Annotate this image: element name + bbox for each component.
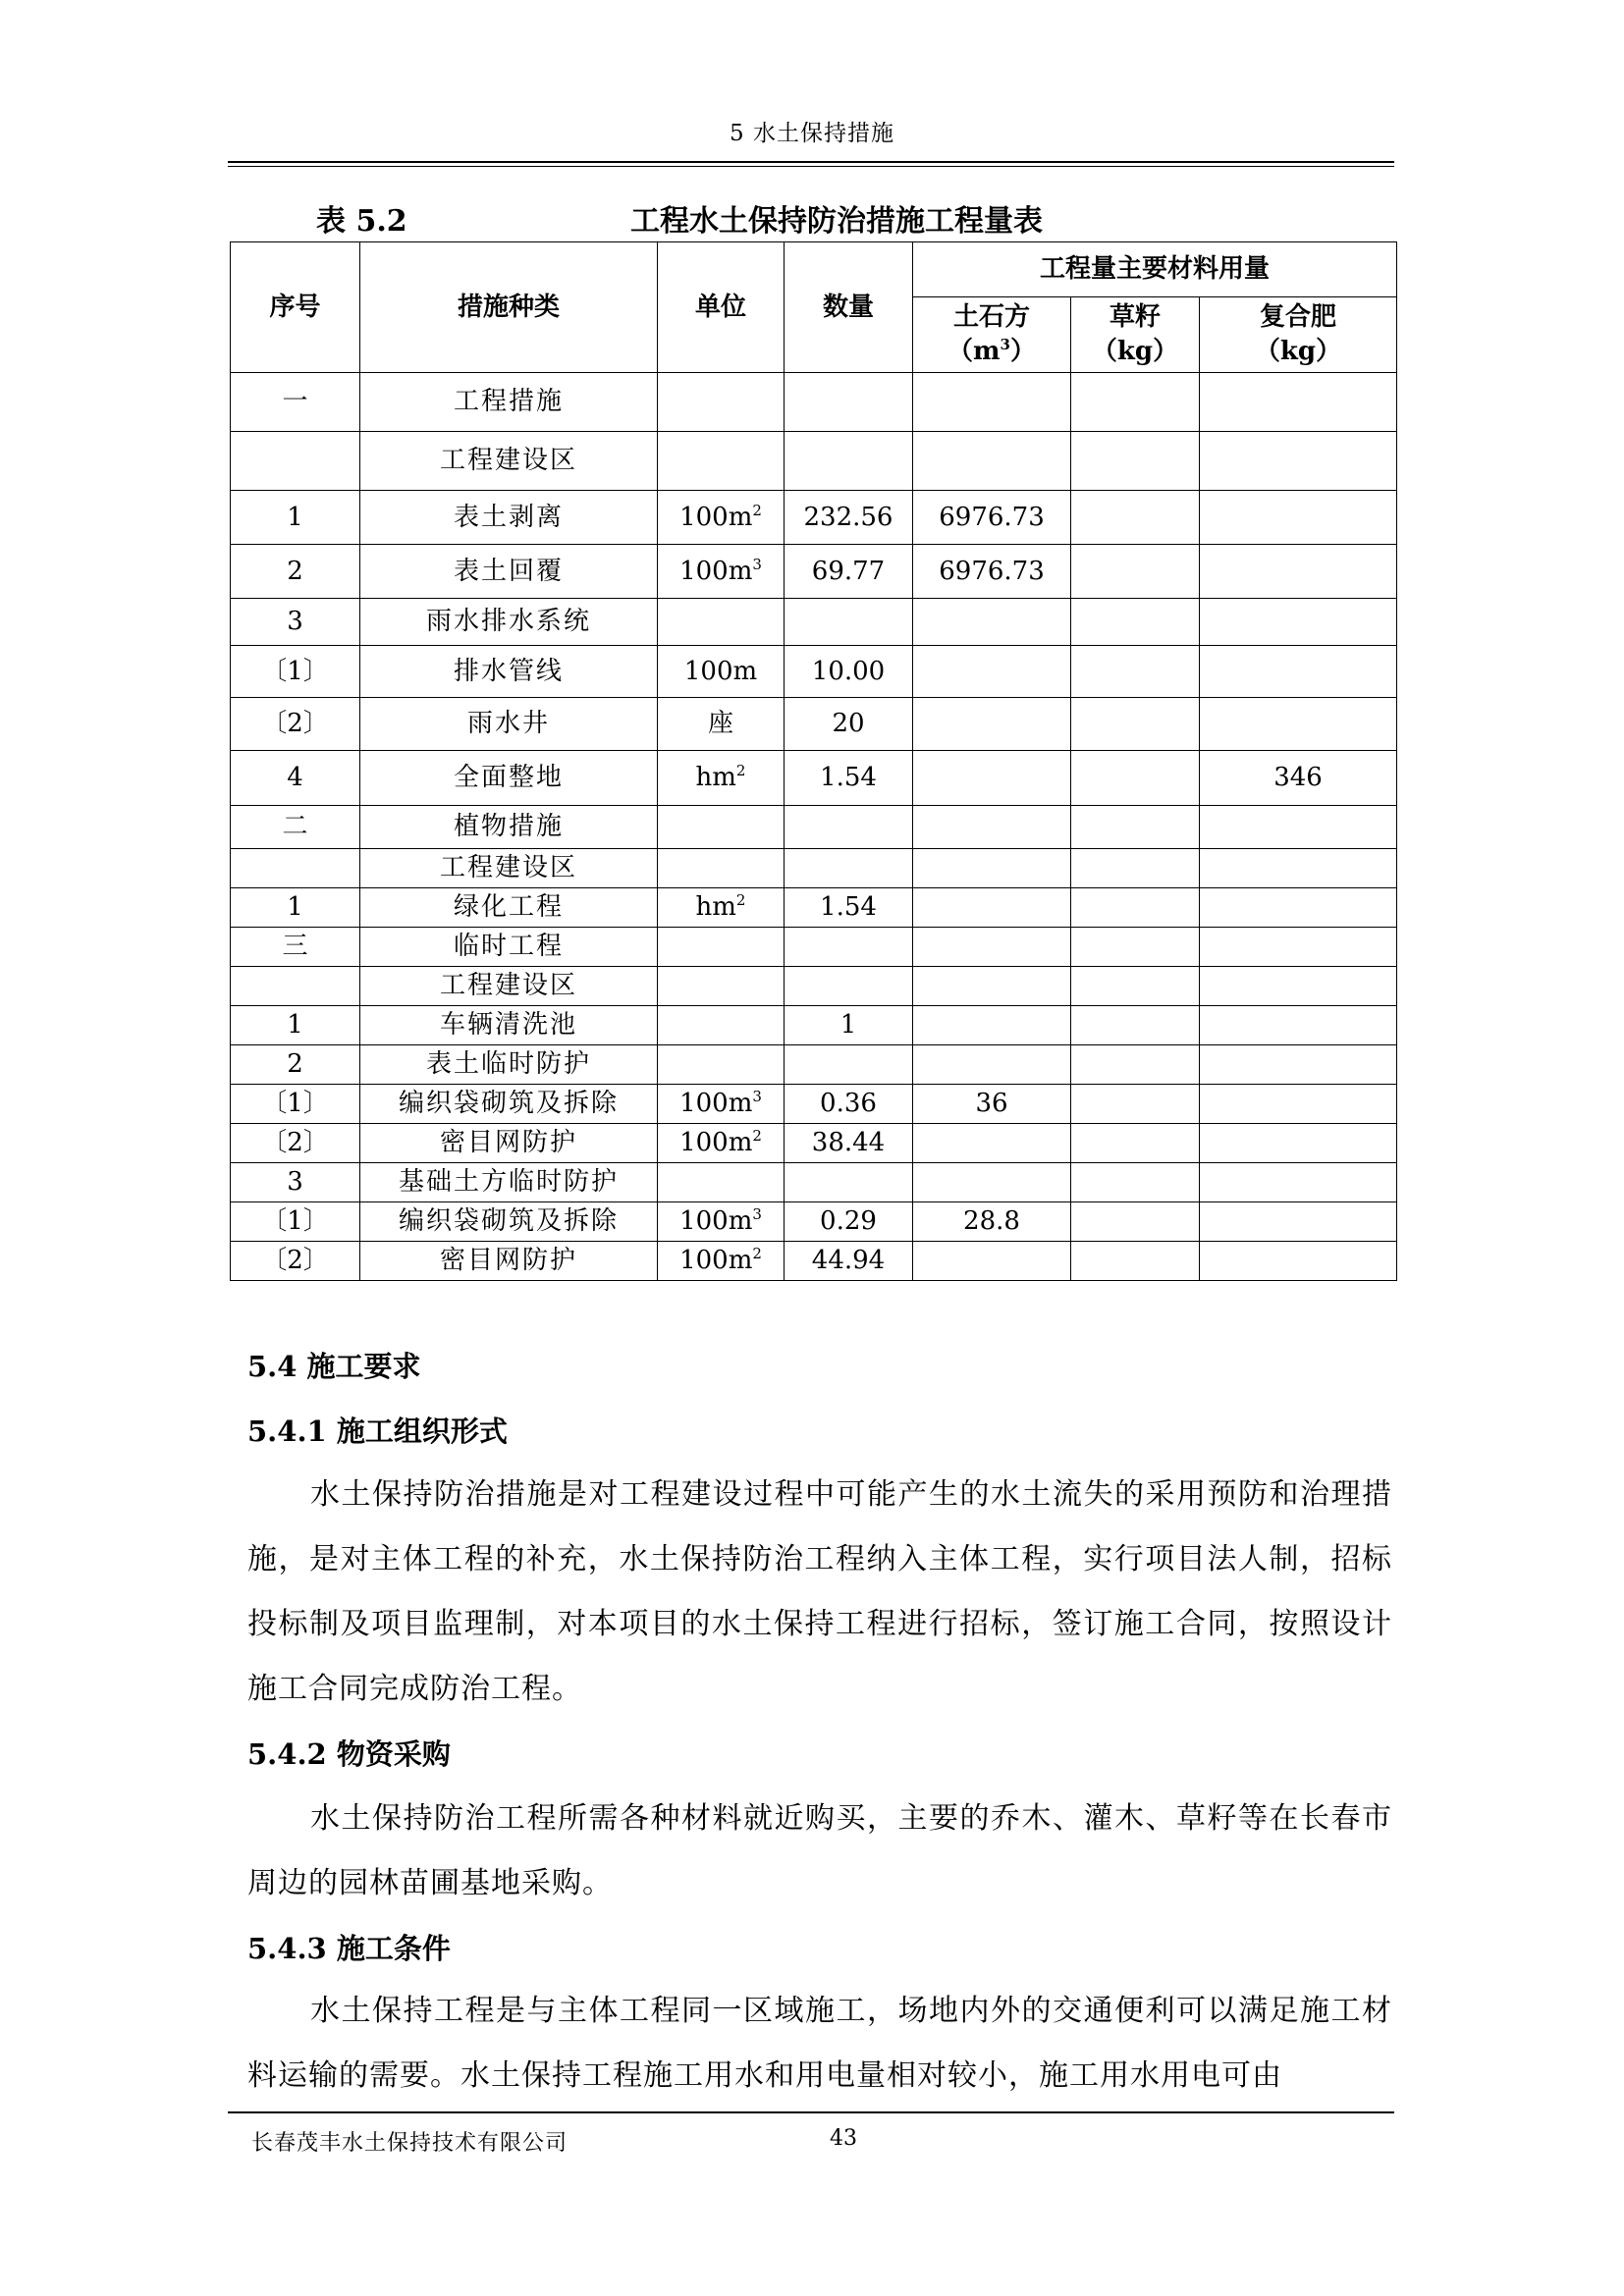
name-cell: 工程措施 bbox=[360, 373, 658, 432]
fert-cell bbox=[1200, 806, 1397, 849]
table-row bbox=[231, 751, 1397, 806]
fert-cell bbox=[1200, 491, 1397, 545]
seq-cell: 2 bbox=[231, 1045, 360, 1085]
earth-cell bbox=[913, 1242, 1071, 1281]
fert-cell bbox=[1200, 1006, 1397, 1045]
seq-cell: 1 bbox=[231, 491, 360, 545]
fert-cell bbox=[1200, 1045, 1397, 1085]
fert-cell bbox=[1200, 888, 1397, 928]
table-row bbox=[231, 1085, 1397, 1124]
header-unit: 单位 bbox=[658, 242, 785, 373]
qty-cell: 0.29 bbox=[785, 1202, 913, 1242]
unit-cell bbox=[658, 849, 785, 888]
qty-cell: 232.56 bbox=[785, 491, 913, 545]
seq-cell: 二 bbox=[231, 806, 360, 849]
qty-cell: 1 bbox=[785, 1006, 913, 1045]
fert-cell bbox=[1200, 698, 1397, 751]
section-heading-5-4-2: 5.4.2 物资采购 bbox=[247, 1737, 451, 1771]
grass-cell bbox=[1071, 1085, 1200, 1124]
name-cell: 编织袋砌筑及拆除 bbox=[360, 1085, 658, 1124]
table-row bbox=[231, 1006, 1397, 1045]
grass-cell bbox=[1071, 967, 1200, 1006]
unit-cell: 座 bbox=[658, 698, 785, 751]
grass-cell bbox=[1071, 545, 1200, 599]
qty-cell bbox=[785, 849, 913, 888]
earth-cell: 28.8 bbox=[913, 1202, 1071, 1242]
seq-cell bbox=[231, 849, 360, 888]
earth-cell: 6976.73 bbox=[913, 491, 1071, 545]
table-row bbox=[231, 849, 1397, 888]
grass-cell bbox=[1071, 599, 1200, 646]
earth-cell bbox=[913, 806, 1071, 849]
unit-cell bbox=[658, 599, 785, 646]
grass-cell bbox=[1071, 1124, 1200, 1163]
header-grass-unit: （kg） bbox=[1091, 337, 1179, 366]
grass-cell bbox=[1071, 491, 1200, 545]
qty-cell: 1.54 bbox=[785, 751, 913, 806]
unit-cell: $100m^2$ bbox=[658, 491, 785, 545]
table-row bbox=[231, 1045, 1397, 1085]
footer-rule bbox=[228, 2111, 1394, 2113]
name-cell: 雨水排水系统 bbox=[360, 599, 658, 646]
quantity-table bbox=[230, 241, 1397, 1281]
unit-cell: $100m^2$ bbox=[658, 1242, 785, 1281]
table-caption-title: 工程水土保持防治措施工程量表 bbox=[630, 204, 1043, 239]
name-cell: 密目网防护 bbox=[360, 1242, 658, 1281]
fert-cell: 346 bbox=[1200, 751, 1397, 806]
header-rule bbox=[228, 161, 1394, 163]
fert-cell bbox=[1200, 1202, 1397, 1242]
qty-cell: 38.44 bbox=[785, 1124, 913, 1163]
seq-cell bbox=[231, 432, 360, 491]
seq-cell: 1 bbox=[231, 888, 360, 928]
header-earth-label: 土石方 bbox=[952, 301, 1030, 332]
seq-cell: 3 bbox=[231, 599, 360, 646]
header-grass-label: 草籽 bbox=[1109, 301, 1161, 332]
name-cell: 临时工程 bbox=[360, 928, 658, 967]
fert-cell bbox=[1200, 599, 1397, 646]
fert-cell bbox=[1200, 432, 1397, 491]
table-row bbox=[231, 1124, 1397, 1163]
earth-cell bbox=[913, 599, 1071, 646]
earth-cell bbox=[913, 849, 1071, 888]
seq-cell bbox=[231, 967, 360, 1006]
table-row bbox=[231, 373, 1397, 432]
table-row bbox=[231, 698, 1397, 751]
fert-cell bbox=[1200, 1242, 1397, 1281]
name-cell: 排水管线 bbox=[360, 646, 658, 698]
name-cell: 表土临时防护 bbox=[360, 1045, 658, 1085]
header-fert-label: 复合肥 bbox=[1260, 301, 1337, 332]
earth-cell bbox=[913, 698, 1071, 751]
header-type: 措施种类 bbox=[360, 242, 658, 373]
table-row bbox=[231, 967, 1397, 1006]
section-heading-5-4: 5.4 施工要求 bbox=[247, 1350, 421, 1383]
name-cell: 全面整地 bbox=[360, 751, 658, 806]
qty-cell bbox=[785, 1163, 913, 1202]
header-rule-thin bbox=[228, 166, 1394, 167]
qty-cell: 69.77 bbox=[785, 545, 913, 599]
section-heading-5-4-1: 5.4.1 施工组织形式 bbox=[247, 1415, 508, 1448]
earth-cell bbox=[913, 751, 1071, 806]
table-row bbox=[231, 888, 1397, 928]
earth-cell bbox=[913, 928, 1071, 967]
seq-cell: 4 bbox=[231, 751, 360, 806]
earth-cell bbox=[913, 967, 1071, 1006]
page-header-title: 5 水土保持措施 bbox=[730, 121, 894, 146]
seq-cell: 〔1〕 bbox=[231, 1085, 360, 1124]
grass-cell bbox=[1071, 849, 1200, 888]
fert-cell bbox=[1200, 849, 1397, 888]
seq-cell: 1 bbox=[231, 1006, 360, 1045]
fert-cell bbox=[1200, 646, 1397, 698]
fert-cell bbox=[1200, 967, 1397, 1006]
unit-cell: 100m bbox=[658, 646, 785, 698]
header-fert-unit: （kg） bbox=[1254, 337, 1342, 366]
unit-cell bbox=[658, 1045, 785, 1085]
earth-cell bbox=[913, 373, 1071, 432]
table-body bbox=[231, 373, 1397, 1281]
seq-cell: 〔1〕 bbox=[231, 1202, 360, 1242]
earth-cell: 36 bbox=[913, 1085, 1071, 1124]
name-cell: 密目网防护 bbox=[360, 1124, 658, 1163]
table-row bbox=[231, 1163, 1397, 1202]
seq-cell: 〔2〕 bbox=[231, 698, 360, 751]
earth-cell bbox=[913, 646, 1071, 698]
name-cell: 编织袋砌筑及拆除 bbox=[360, 1202, 658, 1242]
unit-cell: $100m^2$ bbox=[658, 1124, 785, 1163]
section-heading-5-4-3: 5.4.3 施工条件 bbox=[247, 1932, 451, 1965]
name-cell: 绿化工程 bbox=[360, 888, 658, 928]
fert-cell bbox=[1200, 373, 1397, 432]
unit-cell: $100m^3$ bbox=[658, 1085, 785, 1124]
fert-cell bbox=[1200, 1085, 1397, 1124]
name-cell: 植物措施 bbox=[360, 806, 658, 849]
name-cell: 车辆清洗池 bbox=[360, 1006, 658, 1045]
grass-cell bbox=[1071, 646, 1200, 698]
grass-cell bbox=[1071, 888, 1200, 928]
name-cell: 基础土方临时防护 bbox=[360, 1163, 658, 1202]
unit-cell: $100m^3$ bbox=[658, 545, 785, 599]
earth-cell: 6976.73 bbox=[913, 545, 1071, 599]
earth-cell bbox=[913, 888, 1071, 928]
seq-cell: 〔2〕 bbox=[231, 1124, 360, 1163]
paragraph-5-4-1: 水土保持防治措施是对工程建设过程中可能产生的水土流失的采用预防和治理措施，是对主体工程的补充，水土保持防治工程纳入主体工程，实行项目法人制，招标投标制及项目监理制，对本项目的水土保持工程进行招标，签订施工合同，按照设计施工合同完成防治工程。 bbox=[247, 1477, 1392, 1706]
footer-company: 长春茂丰水土保持技术有限公司 bbox=[251, 2131, 568, 2156]
name-cell: 表土剥离 bbox=[360, 491, 658, 545]
table-row bbox=[231, 646, 1397, 698]
earth-cell bbox=[913, 1163, 1071, 1202]
grass-cell bbox=[1071, 1163, 1200, 1202]
name-cell: 工程建设区 bbox=[360, 849, 658, 888]
seq-cell: 一 bbox=[231, 373, 360, 432]
qty-cell: 1.54 bbox=[785, 888, 913, 928]
header-qty: 数量 bbox=[785, 242, 913, 373]
qty-cell bbox=[785, 806, 913, 849]
paragraph-5-4-3: 水土保持工程是与主体工程同一区域施工，场地内外的交通便利可以满足施工材料运输的需要。水土保持工程施工用水和用电量相对较小，施工用水用电可由 bbox=[247, 1994, 1392, 2093]
qty-cell bbox=[785, 599, 913, 646]
grass-cell bbox=[1071, 1045, 1200, 1085]
grass-cell bbox=[1071, 928, 1200, 967]
grass-cell bbox=[1071, 1202, 1200, 1242]
page-number: 43 bbox=[830, 2126, 857, 2151]
earth-cell bbox=[913, 1006, 1071, 1045]
unit-cell: $100m^3$ bbox=[658, 1202, 785, 1242]
unit-cell bbox=[658, 1163, 785, 1202]
header-earth-unit: $(m^3)$ bbox=[947, 336, 1036, 366]
name-cell: 工程建设区 bbox=[360, 967, 658, 1006]
grass-cell bbox=[1071, 1006, 1200, 1045]
unit-cell bbox=[658, 967, 785, 1006]
fert-cell bbox=[1200, 1124, 1397, 1163]
header-seq: 序号 bbox=[231, 242, 360, 373]
unit-cell bbox=[658, 373, 785, 432]
header-grass bbox=[1071, 297, 1200, 373]
qty-cell bbox=[785, 432, 913, 491]
grass-cell bbox=[1071, 698, 1200, 751]
qty-cell: 20 bbox=[785, 698, 913, 751]
earth-cell bbox=[913, 1045, 1071, 1085]
unit-cell bbox=[658, 1006, 785, 1045]
name-cell: 工程建设区 bbox=[360, 432, 658, 491]
name-cell: 雨水井 bbox=[360, 698, 658, 751]
header-earth bbox=[913, 297, 1071, 373]
table-row bbox=[231, 1202, 1397, 1242]
seq-cell: 2 bbox=[231, 545, 360, 599]
seq-cell: 〔1〕 bbox=[231, 646, 360, 698]
table-row bbox=[231, 599, 1397, 646]
qty-cell: 10.00 bbox=[785, 646, 913, 698]
header-materials: 工程量主要材料用量 bbox=[913, 242, 1397, 297]
paragraph-5-4-2: 水土保持防治工程所需各种材料就近购买，主要的乔木、灌木、草籽等在长春市周边的园林苗圃基地采购。 bbox=[247, 1801, 1392, 1900]
name-cell: 表土回覆 bbox=[360, 545, 658, 599]
table-caption-number: 表 5.2 bbox=[316, 204, 407, 239]
table-row bbox=[231, 806, 1397, 849]
earth-cell bbox=[913, 432, 1071, 491]
grass-cell bbox=[1071, 432, 1200, 491]
unit-cell bbox=[658, 928, 785, 967]
table-row bbox=[231, 545, 1397, 599]
table-row bbox=[231, 928, 1397, 967]
table-row bbox=[231, 491, 1397, 545]
seq-cell: 三 bbox=[231, 928, 360, 967]
unit-cell bbox=[658, 806, 785, 849]
qty-cell bbox=[785, 1045, 913, 1085]
seq-cell: 3 bbox=[231, 1163, 360, 1202]
earth-cell bbox=[913, 1124, 1071, 1163]
fert-cell bbox=[1200, 928, 1397, 967]
seq-cell: 〔2〕 bbox=[231, 1242, 360, 1281]
qty-cell bbox=[785, 373, 913, 432]
qty-cell bbox=[785, 928, 913, 967]
qty-cell: 0.36 bbox=[785, 1085, 913, 1124]
qty-cell bbox=[785, 967, 913, 1006]
fert-cell bbox=[1200, 545, 1397, 599]
unit-cell bbox=[658, 432, 785, 491]
grass-cell bbox=[1071, 373, 1200, 432]
table-row bbox=[231, 1242, 1397, 1281]
header-fert bbox=[1200, 297, 1397, 373]
unit-cell: $hm^2$ bbox=[658, 751, 785, 806]
table-row bbox=[231, 432, 1397, 491]
grass-cell bbox=[1071, 751, 1200, 806]
fert-cell bbox=[1200, 1163, 1397, 1202]
grass-cell bbox=[1071, 1242, 1200, 1281]
qty-cell: 44.94 bbox=[785, 1242, 913, 1281]
grass-cell bbox=[1071, 806, 1200, 849]
unit-cell: $hm^2$ bbox=[658, 888, 785, 928]
